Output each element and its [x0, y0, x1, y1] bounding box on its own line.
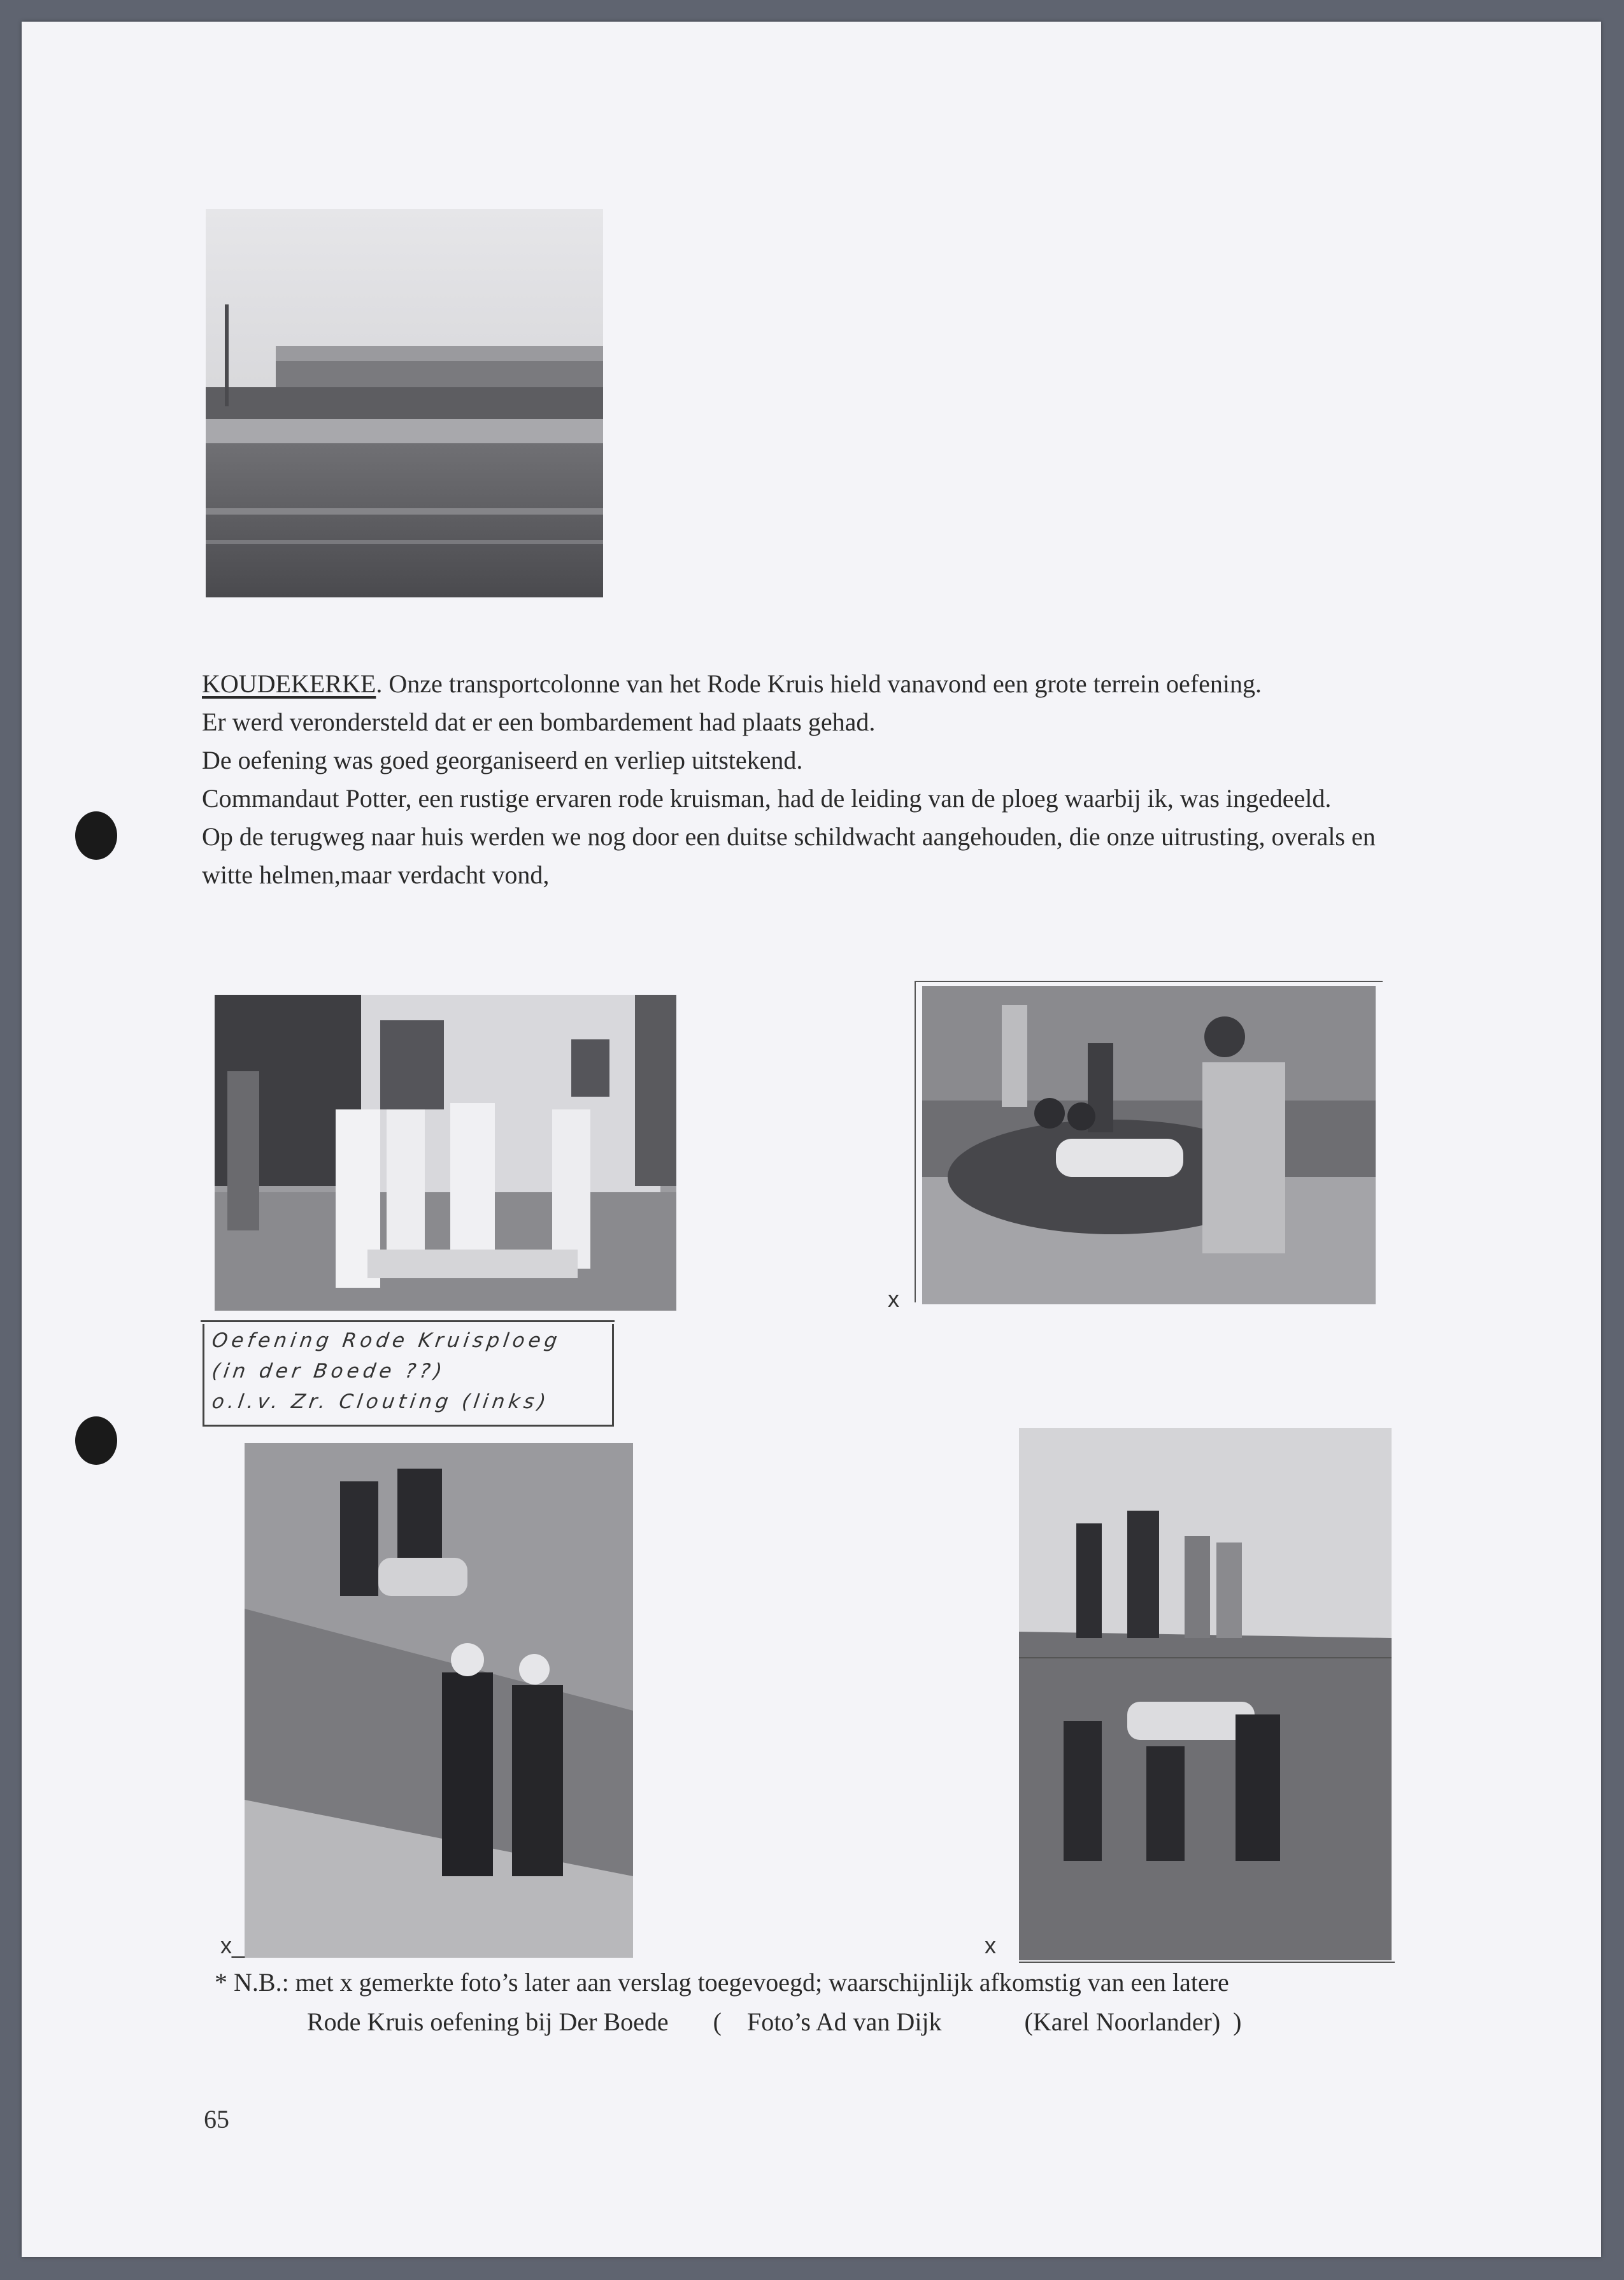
article-text	[202, 665, 1418, 894]
page-number: 65	[204, 2105, 229, 2134]
punch-hole-bottom	[75, 1416, 117, 1465]
photo-frame-left-line	[915, 981, 916, 1302]
punch-hole-top	[75, 811, 117, 860]
dike-rescue-photo	[1019, 1428, 1392, 1960]
footnote-line-1: * N.B.: met x gemerkte foto’s later aan verslag toegevoegd; waarschijnlijk afkomstig van een latere	[215, 1968, 1229, 1997]
photo-mark: x	[985, 1932, 996, 1958]
article-intro	[202, 665, 1418, 703]
article-line: De oefening was goed georganiseerd en verliep uitstekend.	[202, 746, 803, 774]
photo-frame-top-line	[915, 981, 1383, 982]
photo-frame-bottom-line	[1019, 1962, 1395, 1963]
photo-mark: x	[888, 1286, 899, 1312]
slope-carry-photo	[245, 1443, 633, 1958]
nurses-photo	[215, 995, 676, 1311]
handwritten-caption	[203, 1324, 614, 1427]
caption-line: o.l.v. Zr. Clouting (links)	[210, 1390, 552, 1413]
article-line: Commandaut Potter, een rustige ervaren rode kruisman, had de leiding van de ploeg waarbij ik, was ingedeeld.	[202, 784, 1332, 813]
helmet-team-photo	[922, 986, 1376, 1304]
caption-line: (in der Boede ??)	[210, 1360, 447, 1383]
caption-line: Oefening Rode Kruisploeg	[210, 1329, 563, 1352]
article-lead: . Onze transportcolonne van het Rode Kruis hield vanavond een grote terrein oefening.	[376, 669, 1262, 698]
harbour-photo	[206, 209, 603, 597]
footnote-line-2: Rode Kruis oefening bij Der Boede ( Foto’s Ad van Dijk (Karel Noorlander) )	[307, 2007, 1242, 2036]
photo-mark: x_	[220, 1932, 245, 1958]
article-line: Er werd verondersteld dat er een bombardement had plaats gehad.	[202, 708, 876, 736]
document-page	[22, 22, 1601, 2257]
place-name: KOUDEKERKE	[202, 669, 376, 698]
article-line: Op de terugweg naar huis werden we nog door een duitse schildwacht aangehouden, die onze uitrusting, overals en witte helmen,maar verdacht vond,	[202, 822, 1376, 889]
